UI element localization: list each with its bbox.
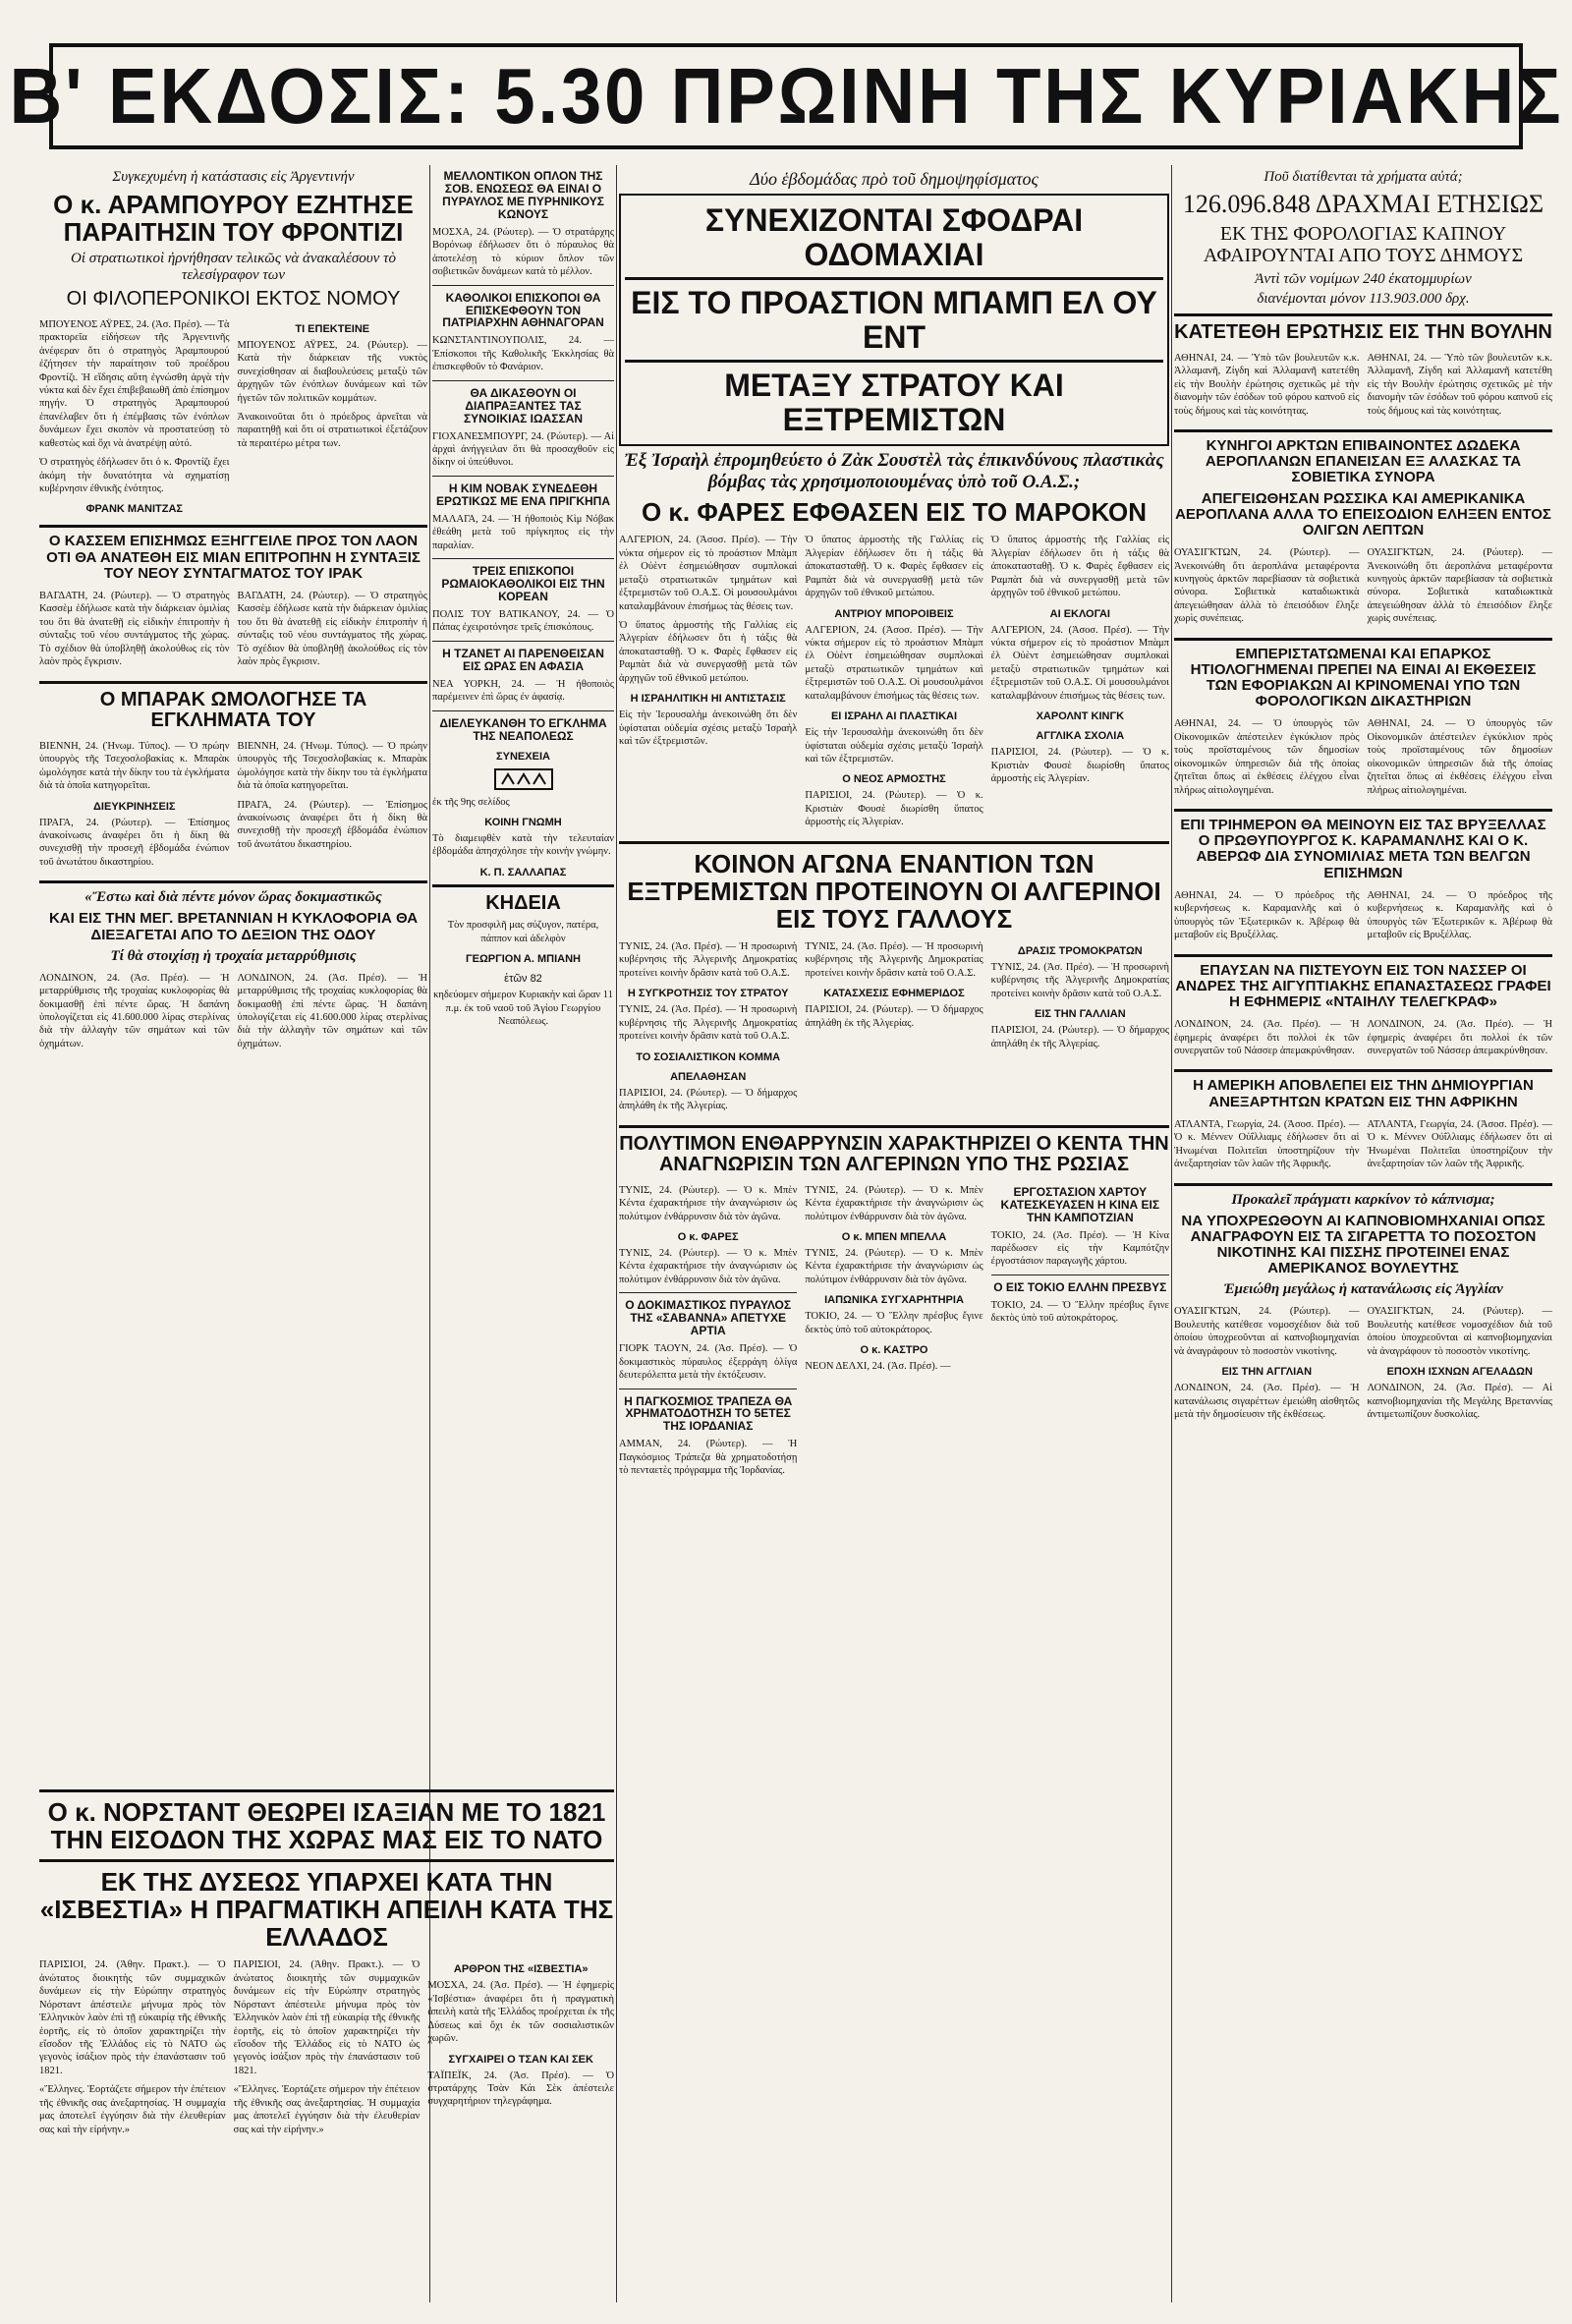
divider bbox=[1174, 809, 1552, 812]
divider bbox=[39, 525, 427, 528]
article-text: ΜΠΟΥΕΝΟΣ ΑΫΡΕΣ, 24. (Ἀσ. Πρέσ). — Τὰ πρακτορεῖα εἰδήσεων τῆς Ἀργεντινῆς ἀνέφεραν ὅτι ὁ στρατηγὸς Ἀραμπουρού ἐζήτησεν τὴν παραίτησιν τοῦ προέδρου Φροντίζι. Ἡ εἴδησις αὕτη ἐγνώσθη ἀργὰ τὴν νύκτα καὶ δὲν ἔχει ἐπιβεβαιωθῆ ἀπὸ ἐπίσημον πηγήν. Ὁ στρατηγὸς Ἀραμπουρού ἐπανέλαβεν ὅτι ἡ ἐπέμβασις τῶν ἐνόπλων δυνάμεων ἔχει σκοπὸν νὰ προστατεύσῃ τὸ καθεστὼς καὶ ὄχι νὰ ἀνατρέψῃ αὐτό. bbox=[39, 318, 230, 449]
article-columns bbox=[1174, 1015, 1552, 1063]
article-text: ΛΟΝΔΙΝΟΝ, 24. (Ἀσ. Πρέσ). — Αἱ καπνοβιομηχανίαι τῆς Μεγάλης Βρεταννίας ἀντιμετωπίζουν δυσκολίας. bbox=[1367, 1383, 1552, 1420]
section-subhead: ΔΡΑΣΙΣ ΤΡΟΜΟΚΡΑΤΩΝ bbox=[1017, 945, 1143, 958]
article-text: ἐκ τῆς 9ης σελίδος bbox=[432, 796, 510, 808]
banner-text: Β' ΕΚΔΟΣΙΣ: 5.30 ΠΡΩΙΝΗ ΤΗΣ ΚΥΡΙΑΚΗΣ bbox=[9, 52, 1563, 140]
lead-headline: ΜΕΤΑΞΥ ΣΤΡΑΤΟΥ ΚΑΙ ΕΞΤΡΕΜΙΣΤΩΝ bbox=[724, 368, 1064, 437]
article-columns bbox=[39, 315, 427, 520]
article-columns bbox=[619, 1181, 1169, 1484]
article-text: ΜΠΟΥΕΝΟΣ ΑΫΡΕΣ, 24. (Ρώυτερ). — Κατὰ τὴν διάρκειαν τῆς νυκτὸς συνεχίσθησαν αἱ διαβουλεύσεις μεταξὺ τῶν ἀρχηγῶν τῶν ἐνόπλων δυνάμεων καὶ τῶν ἡγετῶν τῶν πολιτικῶν κομμάτων. bbox=[237, 339, 427, 404]
lead-headline: ΣΥΝΕΧΙΖΟΝΤΑΙ ΣΦΟΔΡΑΙ ΟΔΟΜΑΧΙΑΙ bbox=[704, 202, 1084, 272]
obituary-age: ἐτῶν 82 bbox=[504, 973, 542, 986]
section-subhead: ΣΥΓΧΑΙΡΕΙ Ο ΤΣΑΝ ΚΑΙ ΣΕΚ bbox=[448, 2053, 593, 2066]
article-text: ΛΟΝΔΙΝΟΝ, 24. (Ἀσ. Πρέσ). — Ἡ ἐφημερὶς ἀναφέρει ὅτι πολλοὶ ἐκ τῶν συνεργατῶν τοῦ Νάσσερ ἀπεμακρύνθησαν. bbox=[1367, 1019, 1552, 1057]
lead-headline: ΕΙΣ ΤΟ ΠΡΟΑΣΤΙΟΝ ΜΠΑΜΠ ΕΛ ΟΥ ΕΝΤ bbox=[631, 285, 1157, 355]
article-text: ΓΙΟΧΑΝΕΣΜΠΟΥΡΓ, 24. (Ρώυτερ). — Αἱ ἀρχαὶ ἀνήγγειλαν ὅτι θὰ προσαχθοῦν εἰς δίκην οἱ ὑπεύθυνοι. bbox=[432, 430, 614, 469]
headline: Ο κ. ΝΟΡΣΤΑΝΤ ΘΕΩΡΕΙ ΙΣΑΞΙΑΝ ΜΕ ΤΟ 1821 ΤΗΝ ΕΙΣΟΔΟΝ ΤΗΣ ΧΩΡΑΣ ΜΑΣ ΕΙΣ ΤΟ ΝΑΤΟ bbox=[47, 1797, 606, 1855]
article-text: ΑΘΗΝΑΙ, 24. — Ὁ ὑπουργὸς τῶν Οἰκονομικῶν ἀπέστειλεν ἐγκύκλιον πρὸς τοὺς προϊσταμένους τῶν δημοσίων οἰκονομικῶν ὑπηρεσιῶν διὰ τῆς ὁποίας ζητεῖται ὅπως αἱ ἐκθέσεις ἐλέγχου εἶναι πλήρως αἰτιολογημέναι. bbox=[1174, 718, 1360, 796]
byline: Κ. Π. ΣΑΛΛΑΠΑΣ bbox=[479, 866, 567, 879]
article-text: «Ἕλληνες. Ἑορτάζετε σήμερον τὴν ἐπέτειον τῆς ἐθνικῆς σας ἀνεξαρτησίας. Ἡ συμμαχία μας ἀποτελεῖ ἐγγύησιν διὰ τὴν ἐλευθερίαν σας καὶ τὴν εἰρήνην.» bbox=[39, 2084, 226, 2135]
article-columns bbox=[39, 587, 427, 675]
section-subhead: ΚΑΤΑΣΧΕΣΙΣ ΕΦΗΜΕΡΙΔΟΣ bbox=[823, 988, 965, 1000]
divider bbox=[1174, 638, 1552, 641]
headline: Ο κ. ΑΡΑΜΠΟΥΡΟΥ ΕΖΗΤΗΣΕ ΠΑΡΑΙΤΗΣΙΝ ΤΟΥ ΦΡΟΝΤΙΖΙ bbox=[53, 190, 414, 248]
article-text: ΤΥΝΙΣ, 24. (Ἀσ. Πρέσ). — Ἡ προσωρινὴ κυβέρνησις τῆς Ἀλγερινῆς Δημοκρατίας προτείνει κοινὴν δρᾶσιν κατὰ τοῦ Ο.Α.Σ. bbox=[619, 1004, 798, 1043]
headline: ΕΡΓΟΣΤΑΣΙΟΝ ΧΑΡΤΟΥ ΚΑΤΕΣΚΕΥΑΣΕΝ Η ΚΙΝΑ ΕΙΣ ΤΗΝ ΚΑΜΠΟΤΖΙΑΝ bbox=[1000, 1184, 1160, 1224]
headline: Ο ΕΙΣ ΤΟΚΙΟ ΕΛΛΗΝ ΠΡΕΣΒΥΣ bbox=[993, 1279, 1167, 1294]
article-columns bbox=[619, 531, 1169, 834]
article-columns bbox=[1174, 1115, 1552, 1177]
deck: Τί θὰ στοιχίσῃ ἡ τροχαία μεταρρύθμισις bbox=[110, 947, 357, 964]
divider bbox=[432, 641, 614, 642]
bottom-article bbox=[39, 1784, 614, 2302]
article-text: Ἀνακοινοῦται ὅτι ὁ πρόεδρος ἀρνεῖται νὰ παραιτηθῇ καὶ ὅτι οἱ στρατιωτικοὶ ἐξετάζουν τὰ περαιτέρω μέτρα των. bbox=[237, 411, 427, 449]
headline: ΠΟΛΥΤΙΜΟΝ ΕΝΘΑΡΡΥΝΣΙΝ ΧΑΡΑΚΤΗΡΙΖΕΙ Ο ΚΕΝΤΑ ΤΗΝ ΑΝΑΓΝΩΡΙΣΙΝ ΤΩΝ ΑΛΓΕΡΙΝΩΝ ΥΠΟ ΤΗΣ ΡΩΣΙΑΣ bbox=[619, 1132, 1169, 1176]
divider bbox=[1174, 1069, 1552, 1072]
article-columns bbox=[1174, 886, 1552, 948]
article-text: Εἰς τὴν Ἱερουσαλὴμ ἀνεκοινώθη ὅτι δὲν ὑφίσταται οὐδεμία σχέσις μεταξὺ Ἰσραὴλ καὶ τῶν ἐξτρεμιστῶν. bbox=[805, 727, 983, 765]
article-text: ΑΛΓΕΡΙΟΝ, 24. (Ἀσοσ. Πρέσ). — Τὴν νύκτα σήμερον εἰς τὸ προάστιον Μπὰμπ ἐλ Οὐὲντ ἐσημειώθησαν συμπλοκαὶ μεταξὺ στρατιωτικῶν τμημάτων καὶ ἐξτρεμιστῶν τοῦ Ο.Α.Σ. Οἱ μουσουλμάνοι καταλαμβάνουν ἐπισήμως τὰς θέσεις των. bbox=[805, 624, 983, 702]
article-text: ΑΜΜΑΝ, 24. (Ρώυτερ). — Ἡ Παγκόσμιος Τράπεζα θὰ χρηματοδοτήσῃ τὸ πενταετὲς πρόγραμμα τῆς Ἰορδανίας. bbox=[619, 1439, 798, 1477]
article-text: ΤΟΚΙΟ, 24. — Ὁ Ἕλλην πρέσβυς ἔγινε δεκτὸς ὑπὸ τοῦ αὐτοκράτορος. bbox=[990, 1299, 1169, 1325]
subheadline: ΟΙ ΦΙΛΟΠΕΡΟΝΙΚΟΙ ΕΚΤΟΣ ΝΟΜΟΥ bbox=[66, 288, 401, 311]
divider bbox=[432, 285, 614, 286]
deck: διανέμονται μόνον 113.903.000 δρχ. bbox=[1257, 291, 1470, 308]
column-3 bbox=[619, 165, 1169, 2302]
article-text: ΛΟΝΔΙΝΟΝ, 24. (Ἀσ. Πρέσ). — Ἡ μεταρρύθμισις τῆς τροχαίας κυκλοφορίας θὰ δοκιμασθῇ ἐπὶ πέντε ὥρας. Ἡ δαπάνη ὑπολογίζεται εἰς 41.600.000 λίρας στερλίνας διὰ τὴν ἀλλαγὴν τῶν σημάτων καὶ τῶν ὀχημάτων. bbox=[237, 972, 427, 1049]
headline: ΝΑ ΥΠΟΧΡΕΩΘΟΥΝ ΑΙ ΚΑΠΝΟΒΙΟΜΗΧΑΝΙΑΙ ΟΠΩΣ ΑΝΑΓΡΑΦΟΥΝ ΕΙΣ ΤΑ ΣΙΓΑΡΕΤΤΑ ΤΟ ΠΟΣΟΣΤΟΝ ΝΙΚΟΤΙΝΗΣ ΚΑΙ ΠΙΣΣΗΣ ΠΡΟΤΕΙΝΕΙ ΕΝΑΣ ΑΜΕΡΙΚΑΝΟΣ ΒΟΥΛΕΥΤΗΣ bbox=[1181, 1212, 1545, 1277]
article-columns bbox=[619, 937, 1169, 1119]
headline: ΜΕΛΛΟΝΤΙΚΟΝ ΟΠΛΟΝ ΤΗΣ ΣΟΒ. ΕΝΩΣΕΩΣ ΘΑ ΕΙΝΑΙ Ο ΠΥΡΑΥΛΟΣ ΜΕ ΠΥΡΗΝΙΚΟΥΣ ΚΩΝΟΥΣ bbox=[442, 169, 604, 221]
section-subhead: Η ΙΣΡΑΗΛΙΤΙΚΗ ΗΙ ΑΝΤΙΣΤΑΣΙΣ bbox=[630, 693, 786, 706]
article-text: Ὁ ὕπατος ἁρμοστὴς τῆς Γαλλίας εἰς Ἀλγερίαν ἐδήλωσεν ὅτι ἡ τάξις θὰ ἀποκατασταθῇ. Ὁ κ. Φαρὲς ἔφθασεν εἰς Ραμπὰτ διὰ νὰ συνεργασθῇ μετὰ τῶν ἀρχηγῶν τοῦ ἐθνικοῦ μετώπου. bbox=[619, 619, 798, 684]
obituary-text: κηδεύομεν σήμερον Κυριακὴν καὶ ὥραν 11 π.μ. ἐκ τοῦ ναοῦ τοῦ Ἁγίου Γεωργίου Νεαπόλεως. bbox=[433, 990, 613, 1028]
article-text: ΠΑΡΙΣΙΟΙ, 24. (Ἀθην. Πρακτ.). — Ὁ ἀνώτατος διοικητὴς τῶν συμμαχικῶν δυνάμεων εἰς τὴν Εὐρώπην στρατηγὸς Νόρσταντ ἀπέστειλε μήνυμα πρὸς τὸν Ἑλληνικὸν λαὸν ἐπὶ τῇ εὐκαιρίᾳ τῆς ἐθνικῆς ἑορτῆς, εἰς τὸ ὁποῖον χαρακτηρίζει τὴν εἴσοδον τῆς Ἑλλάδος εἰς τὸ ΝΑΤΟ ὡς γεγονὸς ἰσάξιον πρὸς τὴν ἐπανάστασιν τοῦ 1821. bbox=[39, 1959, 226, 2076]
article-columns bbox=[39, 737, 427, 876]
article-text: ΒΙΕΝΝΗ, 24. (Ἡνωμ. Τύπος). — Ὁ πρώην ὑπουργὸς τῆς Τσεχοσλοβακίας κ. Μπαρὰκ ὡμολόγησε κατὰ τὴν δίκην του τὰ ἐγκλήματα διὰ τὰ ὁποῖα κατηγορεῖται. bbox=[39, 740, 230, 792]
article-text: Ὁ στρατηγὸς ἐδήλωσεν ὅτι ὁ κ. Φροντίζι ἔχει ἀκόμη τὴν δυνατότητα νὰ σχηματίσῃ κυβέρνησιν ἐθνικῆς ἑνότητος. bbox=[39, 457, 230, 494]
article-columns bbox=[1174, 349, 1552, 424]
article-text: ΒΑΓΔΑΤΗ, 24. (Ρώυτερ). — Ὁ στρατηγὸς Κασσὲμ ἐδήλωσε κατὰ τὴν διάρκειαν ὁμιλίας του ὅτι θὰ ἀνατεθῇ εἰς εἰδικὴν ἐπιτροπὴν ἡ σύνταξις τοῦ νέου συντάγματος τῆς χώρας. Τὸ σχέδιον θὰ ὑποβληθῇ ἀκολούθως εἰς τὸν λαὸν πρὸς ἔγκρισιν. bbox=[237, 591, 427, 668]
divider bbox=[432, 710, 614, 711]
obituary-name: ΓΕΩΡΓΙΟΝ Α. ΜΠΙΑΝΗ bbox=[466, 953, 581, 966]
headline: ΚΟΙΝΟΝ ΑΓΩΝΑ ΕΝΑΝΤΙΟΝ ΤΩΝ ΕΞΤΡΕΜΙΣΤΩΝ ΠΡΟΤΕΙΝΟΥΝ ΟΙ ΑΛΓΕΡΙΝΟΙ ΕΙΣ ΤΟΥΣ ΓΑΛΛΟΥΣ bbox=[627, 848, 1161, 934]
article-text: ΑΘΗΝΑΙ, 24. — Ὑπὸ τῶν βουλευτῶν κ.κ. Ἀλλαμανῆ, Ζίγδη καὶ Ἀλλαμανῆ κατετέθη εἰς τὴν Βουλὴν ἐρώτησις σχετικῶς μὲ τὴν διανομὴν τῶν ἐσόδων τοῦ φόρου καπνοῦ εἰς τοὺς δήμους καὶ τὰς κοινότητας. bbox=[1367, 352, 1552, 417]
headline: ΔΙΕΛΕΥΚΑΝΘΗ ΤΟ ΕΓΚΛΗΜΑ ΤΗΣ ΝΕΑΠΟΛΕΩΣ bbox=[439, 715, 607, 743]
byline: ΦΡΑΝΚ ΜΑΝΙΤΖΑΣ bbox=[85, 503, 184, 516]
article-text: ΠΡΑΓΑ, 24. (Ρώυτερ). — Ἐπίσημος ἀνακοίνωσις ἀναφέρει ὅτι ἡ δίκη θὰ συνεχισθῇ τὴν προσεχῆ ἑβδομάδα ἐνώπιον τοῦ ἀνωτάτου δικαστηρίου. bbox=[39, 817, 230, 868]
divider bbox=[1174, 429, 1552, 432]
article-text: ΟΥΑΣΙΓΚΤΩΝ, 24. (Ρώυτερ). — Ἀνεκοινώθη ὅτι ἀεροπλάνα μεταφέροντα κυνηγοὺς ἀρκτῶν παρεβίασαν τὰ σοβιετικὰ σύνορα. Σοβιετικὰ καταδιωκτικὰ ἀπεγειώθησαν ἀλλὰ τὸ ἐπεισόδιον ἔληξε χωρὶς συνέπειας. bbox=[1174, 547, 1360, 625]
obituary-heading: ΚΗΔΕΙΑ bbox=[485, 891, 561, 914]
section-subhead: ΣΥΝΕΧΕΙΑ bbox=[496, 750, 550, 763]
article-text: ΓΙΟΡΚ ΤΑΟΥΝ, 24. (Ἀσ. Πρέσ). — Ὁ δοκιμαστικὸς πύραυλος ἐξερράγη ὀλίγα δευτερόλεπτα μετὰ τὴν ἐκτόξευσιν. bbox=[619, 1343, 798, 1382]
article-text: ΒΑΓΔΑΤΗ, 24. (Ρώυτερ). — Ὁ στρατηγὸς Κασσὲμ ἐδήλωσε κατὰ τὴν διάρκειαν ὁμιλίας του ὅτι θὰ ἀνατεθῇ εἰς εἰδικὴν ἐπιτροπὴν ἡ σύνταξις τοῦ νέου συντάγματος τῆς χώρας. Τὸ σχέδιον θὰ ὑποβληθῇ ἀκολούθως εἰς τὸν λαὸν πρὸς ἔγκρισιν. bbox=[39, 591, 230, 668]
article-text: ΤΥΝΙΣ, 24. (Ρώυτερ). — Ὁ κ. Μπὲν Κέντα ἐχαρακτήρισε τὴν ἀναγνώρισιν ὡς πολύτιμον ἐνθάρρυνσιν διὰ τὸν ἀγῶνα. bbox=[805, 1248, 983, 1285]
divider bbox=[432, 476, 614, 477]
divider bbox=[432, 558, 614, 559]
headline: Ο ΔΟΚΙΜΑΣΤΙΚΟΣ ΠΥΡΑΥΛΟΣ ΤΗΣ «ΣΑΒΑΝΝΑ» ΑΠΕΤΥΧΕ ΑΡΤΙΑ bbox=[625, 1298, 792, 1338]
headline: ΕΜΠΕΡΙΣΤΑΤΩΜΕΝΑΙ ΚΑΙ ΕΠΑΡΚΟΣ ΗΤΙΟΛΟΓΗΜΕΝΑΙ ΠΡΕΠΕΙ ΝΑ ΕΙΝΑΙ ΑΙ ΕΚΘΕΣΕΙΣ ΤΩΝ ΕΦΟΡΙΑΚΩΝ ΑΙ ΚΡΙΝΟΜΕΝΑΙ ΥΠΟ ΤΩΝ ΦΟΡΟΛΟΓΙΚΩΝ ΔΙΚΑΣΤΗΡΙΩΝ bbox=[1190, 645, 1537, 710]
section-subhead: ΑΙ ΕΚΛΟΓΑΙ bbox=[1049, 607, 1110, 620]
section-subhead: ΤΙ ΕΠΕΚΤΕΙΝΕ bbox=[295, 322, 370, 335]
article-text: ΑΘΗΝΑΙ, 24. — Ὁ πρόεδρος τῆς κυβερνήσεως κ. Καραμανλῆς καὶ ὁ ὑπουργὸς τῶν Ἐξωτερικῶν κ. Ἀβέρωφ θὰ μεταβοῦν εἰς Βρυξέλλας. bbox=[1367, 889, 1552, 941]
section-subhead: ΤΟ ΣΟΣΙΑΛΙΣΤΙΚΟΝ ΚΟΜΜΑ bbox=[636, 1050, 781, 1063]
divider bbox=[432, 380, 614, 381]
divider bbox=[619, 841, 1169, 844]
divider bbox=[1174, 313, 1552, 316]
article-text: ΠΑΡΙΣΙΟΙ, 24. (Ρώυτερ). — Ὁ κ. Κριστιὰν Φουσὲ διωρίσθη ὕπατος ἁρμοστὴς εἰς Ἀλγερίαν. bbox=[990, 747, 1169, 785]
article-text: ΤΥΝΙΣ, 24. (Ρώυτερ). — Ὁ κ. Μπὲν Κέντα ἐχαρακτήρισε τὴν ἀναγνώρισιν ὡς πολύτιμον ἐνθάρρυνσιν διὰ τὸν ἀγῶνα. bbox=[619, 1248, 798, 1285]
article-text: ΛΟΝΔΙΝΟΝ, 24. (Ἀσ. Πρέσ). — Ἡ ἐφημερὶς ἀναφέρει ὅτι πολλοὶ ἐκ τῶν συνεργατῶν τοῦ Νάσσερ ἀπεμακρύνθησαν. bbox=[1174, 1019, 1360, 1057]
article-text: ΚΩΝΣΤΑΝΤΙΝΟΥΠΟΛΙΣ, 24. — Ἐπίσκοποι τῆς Καθολικῆς Ἐκκλησίας θὰ ἐπισκεφθοῦν τὸ Φανάριον. bbox=[432, 335, 614, 373]
article-columns bbox=[39, 969, 427, 1057]
subheadline: ΚΑΤΕΤΕΘΗ ΕΡΩΤΗΣΙΣ ΕΙΣ ΤΗΝ ΒΟΥΛΗΝ bbox=[1174, 321, 1552, 344]
divider bbox=[39, 1789, 614, 1792]
headline: Ο ΚΑΣΣΕΜ ΕΠΙΣΗΜΩΣ ΕΞΗΓΓΕΙΛΕ ΠΡΟΣ ΤΟΝ ΛΑΟΝ ΟΤΙ ΘΑ ΑΝΑΤΕΘΗ ΕΙΣ ΜΙΑΝ ΕΠΙΤΡΟΠΗΝ Η ΣΥΝΤΑΞΙΣ ΤΟΥ ΝΕΟΥ ΣΥΝΤΑΓΜΑΤΟΣ ΤΟΥ ΙΡΑΚ bbox=[46, 533, 421, 582]
divider bbox=[619, 1125, 1169, 1128]
article-text: ΤΥΝΙΣ, 24. (Ἀσ. Πρέσ). — Ἡ προσωρινὴ κυβέρνησις τῆς Ἀλγερινῆς Δημοκρατίας προτείνει κοινὴν δρᾶσιν κατὰ τοῦ Ο.Α.Σ. bbox=[619, 941, 798, 979]
article-text: ΛΟΝΔΙΝΟΝ, 24. (Ἀσ. Πρέσ). — Ἡ κατανάλωσις σιγαρέττων ἐμειώθη αἰσθητῶς μετὰ τὴν δημοσίευσιν τῆς ἐκθέσεως. bbox=[1174, 1383, 1360, 1420]
article-columns bbox=[1174, 1302, 1552, 1427]
section-subhead: ΙΑΠΩΝΙΚΑ ΣΥΓΧΑΡΗΤΗΡΙΑ bbox=[824, 1294, 964, 1307]
article-text: ΛΟΝΔΙΝΟΝ, 24. (Ἀσ. Πρέσ). — Ἡ μεταρρύθμισις τῆς τροχαίας κυκλοφορίας θὰ δοκιμασθῇ ἐπὶ πέντε ὥρας. Ἡ δαπάνη ὑπολογίζεται εἰς 41.600.000 λίρας στερλίνας διὰ τὴν ἀλλαγὴν τῶν σημάτων καὶ τῶν ὀχημάτων. bbox=[39, 972, 230, 1049]
article-text: Ὁ ὕπατος ἁρμοστὴς τῆς Γαλλίας εἰς Ἀλγερίαν ἐδήλωσεν ὅτι ἡ τάξις θὰ ἀποκατασταθῇ. Ὁ κ. Φαρὲς ἔφθασεν εἰς Ραμπὰτ διὰ νὰ συνεργασθῇ μετὰ τῶν ἀρχηγῶν τοῦ ἐθνικοῦ μετώπου. bbox=[990, 535, 1169, 599]
byline: ΧΑΡΟΛΝΤ ΚΙΝΓΚ bbox=[1036, 710, 1125, 723]
headline: ΕΠΑΥΣΑΝ ΝΑ ΠΙΣΤΕΥΟΥΝ ΕΙΣ ΤΟΝ ΝΑΣΣΕΡ ΟΙ ΑΝΔΡΕΣ ΤΗΣ ΑΙΓΥΠΤΙΑΚΗΣ ΕΠΑΝΑΣΤΑΣΕΩΣ ΓΡΑΦΕΙ Η ΕΦΗΜΕΡΙΣ «ΝΤΑΙΗΛΥ ΤΕΛΕΓΚΡΑΦ» bbox=[1175, 961, 1551, 1010]
divider bbox=[432, 884, 614, 887]
divider bbox=[39, 1859, 614, 1862]
section-subhead: ΑΝΤΡΙΟΥ ΜΠΟΡΟΙΒΕΙΣ bbox=[834, 607, 954, 620]
article-text: ΑΛΓΕΡΙΟΝ, 24. (Ἀσοσ. Πρέσ). — Τὴν νύκτα σήμερον εἰς τὸ προάστιον Μπὰμπ ἐλ Οὐὲντ ἐσημειώθησαν συμπλοκαὶ μεταξὺ στρατιωτικῶν τμημάτων καὶ ἐξτρεμιστῶν τοῦ Ο.Α.Σ. Οἱ μουσουλμάνοι καταλαμβάνουν ἐπισήμως τὰς θέσεις των. bbox=[990, 624, 1169, 702]
article-text: Τὸ διαμειφθὲν κατὰ τὴν τελευταίαν ἑβδομάδα ἀπησχόλησε τὴν κοινὴν γνώμην. bbox=[432, 832, 614, 858]
article-text: ΠΑΡΙΣΙΟΙ, 24. (Ἀθην. Πρακτ.). — Ὁ ἀνώτατος διοικητὴς τῶν συμμαχικῶν δυνάμεων εἰς τὴν Εὐρώπην στρατηγὸς Νόρσταντ ἀπέστειλε μήνυμα πρὸς τὸν Ἑλληνικὸν λαὸν ἐπὶ τῇ εὐκαιρίᾳ τῆς ἐθνικῆς ἑορτῆς, εἰς τὸ ὁποῖον χαρακτηρίζει τὴν εἴσοδον τῆς Ἑλλάδος εἰς τὸ ΝΑΤΟ ὡς γεγονὸς ἰσάξιον πρὸς τὴν ἐπανάστασιν τοῦ 1821. bbox=[233, 1959, 421, 2076]
article-text: ΟΥΑΣΙΓΚΤΩΝ, 24. (Ρώυτερ). — Βουλευτὴς κατέθεσε νομοσχέδιον διὰ τοῦ ὁποίου ὑποχρεοῦνται αἱ καπνοβιομηχανίαι νὰ ἀναγράφουν τὸ ποσοστὸν νικοτίνης. bbox=[1174, 1306, 1360, 1357]
article-columns bbox=[39, 1956, 614, 2142]
kicker: Δύο ἑβδομάδας πρὸ τοῦ δημοψηφίσματος bbox=[750, 169, 1039, 189]
headline: ΕΚ ΤΗΣ ΔΥΣΕΩΣ ΥΠΑΡΧΕΙ ΚΑΤΑ ΤΗΝ «ΙΣΒΕΣΤΙΑ» Η ΠΡΑΓΜΑΤΙΚΗ ΑΠΕΙΛΗ ΚΑΤΑ ΤΗΣ ΕΛΛΑΔΟΣ bbox=[39, 1867, 614, 1953]
article-text: ΠΑΡΙΣΙΟΙ, 24. (Ρώυτερ). — Ὁ κ. Κριστιὰν Φουσὲ διωρίσθη ὕπατος ἁρμοστὴς εἰς Ἀλγερίαν. bbox=[805, 790, 983, 828]
section-subhead: ΑΡΘΡΟΝ ΤΗΣ «ΙΣΒΕΣΤΙΑ» bbox=[453, 1963, 589, 1976]
kicker: Προκαλεῖ πράγματι καρκίνον τὸ κάπνισμα; bbox=[1231, 1191, 1495, 1208]
article-text: ΝΕΟΝ ΔΕΛΧΙ, 24. (Ἀσ. Πρέσ). — bbox=[805, 1361, 951, 1373]
article-text: «Ἕλληνες. Ἑορτάζετε σήμερον τὴν ἐπέτειον τῆς ἐθνικῆς σας ἀνεξαρτησίας. Ἡ συμμαχία μας ἀποτελεῖ ἐγγύησιν διὰ τὴν ἐλευθερίαν σας καὶ τὴν εἰρήνην.» bbox=[233, 2084, 421, 2135]
headline: ΚΑΙ ΕΙΣ ΤΗΝ ΜΕΓ. ΒΡΕΤΑΝΝΙΑΝ Η ΚΥΚΛΟΦΟΡΙΑ ΘΑ ΔΙΕΞΑΓΕΤΑΙ ΑΠΟ ΤΟ ΔΕΞΙΟΝ ΤΗΣ ΟΔΟΥ bbox=[48, 910, 419, 943]
article-text: ΜΟΣΧΑ, 24. (Ρώυτερ). — Ὁ στρατάρχης Βορόνωφ ἐδήλωσεν ὅτι ὁ πύραυλος θὰ ἀποτελέσῃ τὸ κύριον ὅπλον τῶν σοβιετικῶν δυνάμεων κατὰ τὸ μέλλον. bbox=[432, 226, 614, 278]
article-text: ΜΟΣΧΑ, 24. (Ἀσ. Πρέσ). — Ἡ ἐφημερὶς «Ἰσβέστια» ἀναφέρει ὅτι ἡ πραγματικὴ ἀπειλὴ κατὰ τῆς Ἑλλάδος προέρχεται ἐκ τῆς Δύσεως καὶ ὄχι ἐκ τῶν σοσιαλιστικῶν χωρῶν. bbox=[427, 1980, 614, 2045]
article-text: ΠΟΛΙΣ ΤΟΥ ΒΑΤΙΚΑΝΟΥ, 24. — Ὁ Πάπας ἐχειροτόνησε τρεῖς ἐπισκόπους. bbox=[432, 608, 614, 634]
article-text: ΑΘΗΝΑΙ, 24. — Ὑπὸ τῶν βουλευτῶν κ.κ. Ἀλλαμανῆ, Ζίγδη καὶ Ἀλλαμανῆ κατετέθη εἰς τὴν Βουλὴν ἐρώτησις σχετικῶς μὲ τὴν διανομὴν τῶν ἐσόδων τοῦ φόρου καπνοῦ εἰς τοὺς δήμους καὶ τὰς κοινότητας. bbox=[1174, 352, 1360, 417]
divider bbox=[625, 277, 1163, 280]
deck: Ἀντὶ τῶν νομίμων 240 ἑκατομμυρίων bbox=[1255, 271, 1472, 288]
headline: ΕΚ ΤΗΣ ΦΟΡΟΛΟΓΙΑΣ ΚΑΠΝΟΥ ΑΦΑΙΡΟΥΝΤΑΙ ΑΠΟ ΤΟΥΣ ΔΗΜΟΥΣ bbox=[1203, 223, 1524, 266]
article-text: ΟΥΑΣΙΓΚΤΩΝ, 24. (Ρώυτερ). — Βουλευτὴς κατέθεσε νομοσχέδιον διὰ τοῦ ὁποίου ὑποχρεοῦνται αἱ καπνοβιομηχανίαι νὰ ἀναγράφουν τὸ ποσοστὸν νικοτίνης. bbox=[1367, 1306, 1552, 1357]
article-columns bbox=[1174, 714, 1552, 803]
article-text: Εἰς τὴν Ἱερουσαλὴμ ἀνεκοινώθη ὅτι δὲν ὑφίσταται οὐδεμία σχέσις μεταξὺ Ἰσραὴλ καὶ τῶν ἐξτρεμιστῶν. bbox=[619, 709, 798, 748]
article-text: ΤΟΚΙΟ, 24. (Ἀσ. Πρέσ). — Ἡ Κίνα παρέδωσεν εἰς τὴν Καμπότζην ἐργοστάσιον παραγωγῆς χάρτου. bbox=[990, 1229, 1169, 1268]
article-text: ΤΥΝΙΣ, 24. (Ἀσ. Πρέσ). — Ἡ προσωρινὴ κυβέρνησις τῆς Ἀλγερινῆς Δημοκρατίας προτείνει κοινὴν δρᾶσιν κατὰ τοῦ Ο.Α.Σ. bbox=[990, 962, 1169, 999]
article-columns bbox=[1174, 543, 1552, 632]
section-subhead: Ο ΝΕΟΣ ΑΡΜΟΣΤΗΣ bbox=[842, 773, 946, 786]
headline: ΑΠΕΓΕΙΩΘΗΣΑΝ ΡΩΣΣΙΚΑ ΚΑΙ ΑΜΕΡΙΚΑΝΙΚΑ ΑΕΡΟΠΛΑΝΑ ΑΛΛΑ ΤΟ ΕΠΕΙΣΟΔΙΟΝ ΕΛΗΞΕΝ ΕΝΤΟΣ ΟΛΙΓΩΝ ΛΕΠΤΩΝ bbox=[1175, 489, 1551, 538]
section-subhead: ΑΠΕΛΑΘΗΣΑΝ bbox=[670, 1070, 747, 1083]
article-text: ΑΤΛΑΝΤΑ, Γεωργία, 24. (Ἀσοσ. Πρέσ). — Ὁ κ. Μέννεν Οὐΐλλιαμς ἐδήλωσεν ὅτι αἱ Ἡνωμέναι Πολιτεῖαι ὑποστηρίζουν τὴν ἀνεξαρτησίαν τῶν λαῶν τῆς Ἀφρικῆς. bbox=[1367, 1118, 1552, 1170]
section-subhead: ΕΙΣ ΤΗΝ ΓΑΛΛΙΑΝ bbox=[1034, 1008, 1126, 1021]
headline: ΤΡΕΙΣ ΕΠΙΣΚΟΠΟΙ ΡΩΜΑΙΟΚΑΘΟΛΙΚΟΙ ΕΙΣ ΤΗΝ ΚΟΡΕΑΝ bbox=[441, 564, 605, 604]
kicker: Ποῦ διατίθενται τὰ χρήματα αὐτά; bbox=[1263, 169, 1463, 185]
divider bbox=[39, 880, 427, 883]
column-rule bbox=[616, 165, 617, 2302]
divider bbox=[1174, 954, 1552, 957]
column-4 bbox=[1174, 165, 1552, 2302]
article-text: ΠΑΡΙΣΙΟΙ, 24. (Ρώυτερ). — Ὁ δήμαρχος ἀπηλάθη ἐκ τῆς Ἀλγερίας. bbox=[619, 1087, 798, 1112]
article-text: ΒΙΕΝΝΗ, 24. (Ἡνωμ. Τύπος). — Ὁ πρώην ὑπουργὸς τῆς Τσεχοσλοβακίας κ. Μπαρὰκ ὡμολόγησε κατὰ τὴν δίκην του τὰ ἐγκλήματα διὰ τὰ ὁποῖα κατηγορεῖται. bbox=[237, 740, 427, 792]
deck: Οἱ στρατιωτικοὶ ἠρνήθησαν τελικῶς νὰ ἀνακαλέσουν τὸ τελεσίγραφον των bbox=[71, 251, 396, 284]
headline: Ο ΜΠΑΡΑΚ ΩΜΟΛΟΓΗΣΕ ΤΑ ΕΓΚΛΗΜΑΤΑ ΤΟΥ bbox=[99, 688, 367, 732]
article-text: ΠΑΡΙΣΙΟΙ, 24. (Ρώυτερ). — Ὁ δήμαρχος ἀπηλάθη ἐκ τῆς Ἀλγερίας. bbox=[805, 1004, 983, 1029]
masthead-emblem-icon bbox=[432, 768, 614, 790]
article-text: ΟΥΑΣΙΓΚΤΩΝ, 24. (Ρώυτερ). — Ἀνεκοινώθη ὅτι ἀεροπλάνα μεταφέροντα κυνηγοὺς ἀρκτῶν παρεβίασαν τὰ σοβιετικὰ σύνορα. Σοβιετικὰ καταδιωκτικὰ ἀπεγειώθησαν ἀλλὰ τὸ ἐπεισόδιον ἔληξε χωρὶς συνέπειας. bbox=[1367, 547, 1552, 625]
article-text: ΤΑΪΠΕΪΚ, 24. (Ἀσ. Πρέσ). — Ὁ στρατάρχης Τσὰν Κάι Σὲκ ἀπέστειλε συγχαρητήριον τηλεγράφημα. bbox=[427, 2069, 614, 2108]
section-subhead: Ο κ. ΜΠΕΝ ΜΠΕΛΛΑ bbox=[841, 1231, 947, 1244]
section-subhead: Ο κ. ΚΑΣΤΡΟ bbox=[860, 1344, 928, 1357]
article-text: ΤΥΝΙΣ, 24. (Ρώυτερ). — Ὁ κ. Μπὲν Κέντα ἐχαρακτήρισε τὴν ἀναγνώρισιν ὡς πολύτιμον ἐνθάρρυνσιν διὰ τὸν ἀγῶνα. bbox=[619, 1184, 798, 1222]
kicker: «Ἔστω καὶ διὰ πέντε μόνον ὥρας δοκιμαστικῶς bbox=[84, 889, 382, 906]
article-text: ΝΕΑ ΥΟΡΚΗ, 24. — Ἡ ἠθοποιὸς παρέμεινεν ἐπὶ ὥρας ἐν ἀφασίᾳ. bbox=[432, 678, 614, 704]
headline: ΚΥΝΗΓΟΙ ΑΡΚΤΩΝ ΕΠΙΒΑΙΝΟΝΤΕΣ ΔΩΔΕΚΑ ΑΕΡΟΠΛΑΝΩΝ ΕΠΑΝΕΙΣΑΝ ΕΞ ΑΛΑΣΚΑΣ ΤΑ ΣΟΒΙΕΤΙΚΑ ΣΥΝΟΡΑ bbox=[1205, 436, 1522, 486]
section-subhead: ΔΙΕΥΚΡΙΝΗΣΕΙΣ bbox=[93, 800, 176, 813]
article-text: Ὁ ὕπατος ἁρμοστὴς τῆς Γαλλίας εἰς Ἀλγερίαν ἐδήλωσεν ὅτι ἡ τάξις θὰ ἀποκατασταθῇ. Ὁ κ. Φαρὲς ἔφθασεν εἰς Ραμπὰτ διὰ νὰ συνεργασθῇ μετὰ τῶν ἀρχηγῶν τοῦ ἐθνικοῦ μετώπου. bbox=[805, 535, 983, 599]
deck: Ἐμειώθη μεγάλως ἡ κατανάλωσις εἰς Ἀγγλίαν bbox=[1223, 1281, 1503, 1298]
article-text: ΑΤΛΑΝΤΑ, Γεωργία, 24. (Ἀσοσ. Πρέσ). — Ὁ κ. Μέννεν Οὐΐλλιαμς ἐδήλωσεν ὅτι αἱ Ἡνωμέναι Πολιτεῖαι ὑποστηρίζουν τὴν ἀνεξαρτησίαν τῶν λαῶν τῆς Ἀφρικῆς. bbox=[1174, 1118, 1360, 1170]
edition-banner bbox=[9, 43, 1563, 149]
article-text: ΑΘΗΝΑΙ, 24. — Ὁ ὑπουργὸς τῶν Οἰκονομικῶν ἀπέστειλεν ἐγκύκλιον πρὸς τοὺς προϊσταμένους τῶν δημοσίων οἰκονομικῶν ὑπηρεσιῶν διὰ τῆς ὁποίας ζητεῖται ὅπως αἱ ἐκθέσεις ἐλέγχου εἶναι πλήρως αἰτιολογημέναι. bbox=[1367, 718, 1552, 796]
deck: Ἐξ Ἰσραὴλ ἐπρομηθεύετο ὁ Ζὰκ Σουστὲλ τὰς ἐπικινδύνους πλαστικὰς βόμβας τὰς χρησιμοποιουμένας ὑπὸ τοῦ Ο.Α.Σ.; bbox=[624, 450, 1164, 493]
article-text: ΑΛΓΕΡΙΟΝ, 24. (Ἀσοσ. Πρέσ). — Τὴν νύκτα σήμερον εἰς τὸ προάστιον Μπὰμπ ἐλ Οὐὲντ ἐσημειώθησαν συμπλοκαὶ μεταξὺ στρατιωτικῶν τμημάτων καὶ ἐξτρεμιστῶν τοῦ Ο.Α.Σ. Οἱ μουσουλμάνοι καταλαμβάνουν ἐπισήμως τὰς θέσεις των. bbox=[619, 535, 798, 612]
section-subhead: ΕΠΟΧΗ ΙΣΧΝΩΝ ΑΓΕΛΑΔΩΝ bbox=[1386, 1366, 1533, 1379]
subheadline: Ο κ. ΦΑΡΕΣ ΕΦΘΑΣΕΝ ΕΙΣ ΤΟ ΜΑΡΟΚΟΝ bbox=[641, 497, 1148, 528]
divider bbox=[619, 1292, 797, 1293]
divider bbox=[39, 681, 427, 684]
section-subhead: Η ΣΥΓΚΡΟΤΗΣΙΣ ΤΟΥ ΣΤΡΑΤΟΥ bbox=[627, 988, 789, 1000]
column-2 bbox=[432, 165, 614, 1777]
headline: Η ΤΖΑΝΕΤ ΑΙ ΠΑΡΕΝΘΕΙΣΑΝ ΕΙΣ ΩΡΑΣ ΕΝ ΑΦΑΣΙΑ bbox=[442, 646, 604, 673]
article-text: ΠΑΡΙΣΙΟΙ, 24. (Ρώυτερ). — Ὁ δήμαρχος ἀπηλάθη ἐκ τῆς Ἀλγερίας. bbox=[990, 1025, 1169, 1049]
article-text: ΤΥΝΙΣ, 24. (Ρώυτερ). — Ὁ κ. Μπὲν Κέντα ἐχαρακτήρισε τὴν ἀναγνώρισιν ὡς πολύτιμον ἐνθάρρυνσιν διὰ τὸν ἀγῶνα. bbox=[805, 1184, 983, 1222]
article-text: ΤΥΝΙΣ, 24. (Ἀσ. Πρέσ). — Ἡ προσωρινὴ κυβέρνησις τῆς Ἀλγερινῆς Δημοκρατίας προτείνει κοινὴν δρᾶσιν κατὰ τοῦ Ο.Α.Σ. bbox=[805, 941, 983, 979]
amount-headline: 126.096.848 ΔΡΑΧΜΑΙ ΕΤΗΣΙΩΣ bbox=[1182, 190, 1544, 218]
headline: Η ΠΑΓΚΟΣΜΙΟΣ ΤΡΑΠΕΖΑ ΘΑ ΧΡΗΜΑΤΟΔΟΤΗΣΗ ΤΟ 5ΕΤΕΣ ΤΗΣ ΙΟΡΔΑΝΙΑΣ bbox=[624, 1393, 793, 1434]
article-text: ΑΘΗΝΑΙ, 24. — Ὁ πρόεδρος τῆς κυβερνήσεως κ. Καραμανλῆς καὶ ὁ ὑπουργὸς τῶν Ἐξωτερικῶν κ. Ἀβέρωφ θὰ μεταβοῦν εἰς Βρυξέλλας. bbox=[1174, 889, 1360, 941]
headline: ΘΑ ΔΙΚΑΣΘΟΥΝ ΟΙ ΔΙΑΠΡΑΞΑΝΤΕΣ ΤΑΣ ΣΥΝΟΙΚΙΑΣ ΙΩΑΣΣΑΝ bbox=[463, 385, 584, 425]
section-subhead: ΕΙ ΙΣΡΑΗΛ ΑΙ ΠΛΑΣΤΙΚΑΙ bbox=[830, 710, 958, 723]
article-text: ΤΟΚΙΟ, 24. — Ὁ Ἕλλην πρέσβυς ἔγινε δεκτὸς ὑπὸ τοῦ αὐτοκράτορος. bbox=[805, 1311, 983, 1335]
headline: Η ΑΜΕΡΙΚΗ ΑΠΟΒΛΕΠΕΙ ΕΙΣ ΤΗΝ ΔΗΜΙΟΥΡΓΙΑΝ ΑΝΕΞΑΡΤΗΤΩΝ ΚΡΑΤΩΝ ΕΙΣ ΤΗΝ ΑΦΡΙΚΗΝ bbox=[1193, 1077, 1534, 1110]
headline: Η ΚΙΜ ΝΟΒΑΚ ΣΥΝΕΔΕΘΗ ΕΡΩΤΙΚΩΣ ΜΕ ΕΝΑ ΠΡΙΓΚΗΠΑ bbox=[436, 481, 610, 508]
column-1 bbox=[39, 165, 427, 1777]
section-subhead: ΚΟΙΝΗ ΓΝΩΜΗ bbox=[484, 816, 562, 828]
divider bbox=[625, 360, 1163, 363]
lead-headline-box bbox=[619, 194, 1169, 446]
article-text: ΠΡΑΓΑ, 24. (Ρώυτερ). — Ἐπίσημος ἀνακοίνωσις ἀναφέρει ὅτι ἡ δίκη θὰ συνεχισθῇ τὴν προσεχῆ ἑβδομάδα ἐνώπιον τοῦ ἀνωτάτου δικαστηρίου. bbox=[237, 799, 427, 850]
section-subhead: ΕΙΣ ΤΗΝ ΑΓΓΛΙΑΝ bbox=[1221, 1366, 1313, 1379]
headline: ΕΠΙ ΤΡΙΗΜΕΡΟΝ ΘΑ ΜΕΙΝΟΥΝ ΕΙΣ ΤΑΣ ΒΡΥΞΕΛΛΑΣ Ο ΠΡΩΘΥΠΟΥΡΓΟΣ Κ. ΚΑΡΑΜΑΝΛΗΣ ΚΑΙ Ο Κ. ΑΒΕΡΩΦ ΔΙΑ ΣΥΝΟΜΙΛΙΑΣ ΜΕΤΑ ΤΩΝ ΒΕΛΓΩΝ ΕΠΙΣΗΜΩΝ bbox=[1180, 817, 1546, 881]
section-subhead: Ο κ. ΦΑΡΕΣ bbox=[677, 1231, 739, 1244]
article-text: ΜΑΛΑΓΑ, 24. — Ἡ ἠθοποιὸς Κὶμ Νόβακ ἐθεάθη μετὰ τοῦ πρίγκηπος εἰς τὴν παραλίαν. bbox=[432, 513, 614, 551]
section-subhead: ΑΓΓΛΙΚΑ ΣΧΟΛΙΑ bbox=[1036, 730, 1125, 743]
divider bbox=[1174, 1183, 1552, 1186]
headline: ΚΑΘΟΛΙΚΟΙ ΕΠΙΣΚΟΠΟΙ ΘΑ ΕΠΙΣΚΕΦΘΟΥΝ ΤΟΝ ΠΑΤΡΙΑΡΧΗΝ ΑΘΗΝΑΓΟΡΑΝ bbox=[442, 290, 604, 330]
obituary-text: Τὸν προσφιλῆ μας σύζυγον, πατέρα, πάππον καὶ ἀδελφὸν bbox=[447, 920, 599, 944]
column-rule bbox=[1171, 165, 1172, 2302]
kicker: Συγκεχυμένη ἡ κατάστασις εἰς Ἀργεντινήν bbox=[112, 169, 355, 185]
